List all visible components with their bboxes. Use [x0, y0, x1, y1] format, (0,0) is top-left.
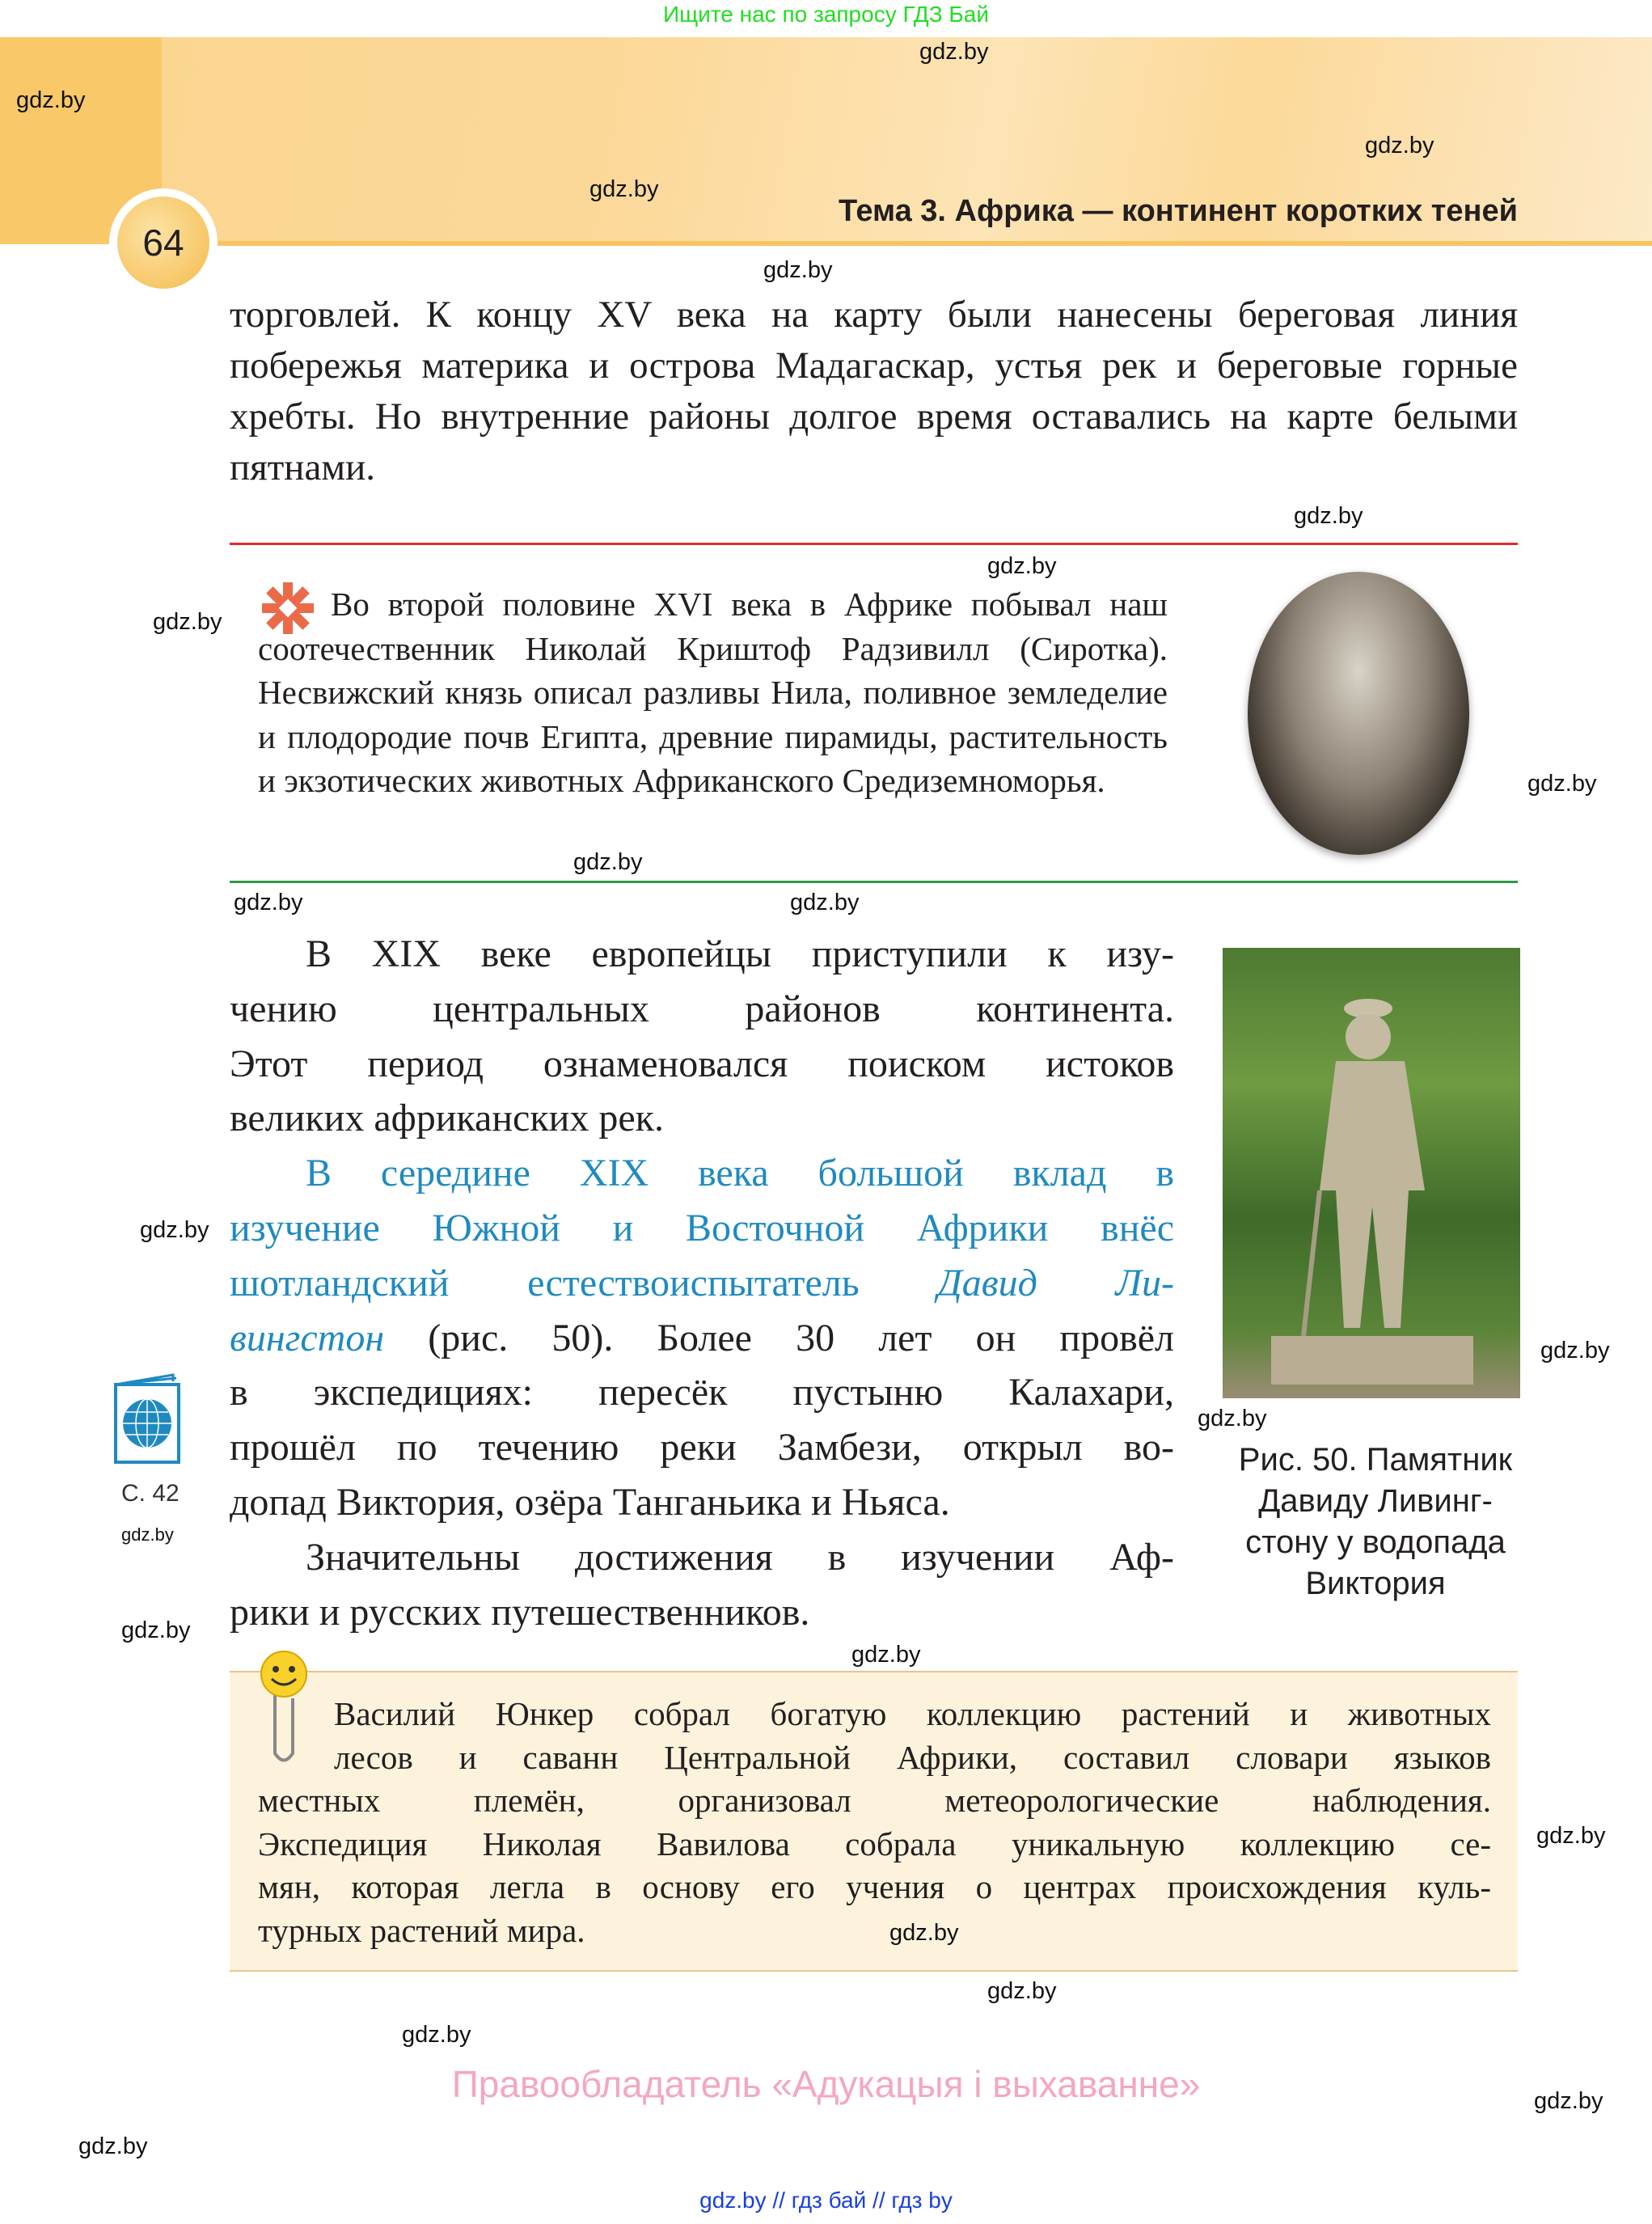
- box-top-rule: [230, 543, 1518, 545]
- footer-links[interactable]: gdz.by // гдз бай // гдз by: [699, 2188, 953, 2213]
- watermark: gdz.by: [121, 1617, 191, 1643]
- watermark: gdz.by: [763, 257, 833, 283]
- watermark: gdz.by: [234, 890, 303, 915]
- note-line: местных племён, организовал метеорологические наблюдения.: [258, 1782, 1491, 1819]
- copyright-notice: Правообладатель «Адукацыя і выхаванне»: [451, 2063, 1201, 2105]
- watermark: gdz.by: [1536, 1823, 1606, 1849]
- note-line: Василий Юнкер собрал богатую коллекцию растений и животных: [334, 1695, 1491, 1732]
- search-hint: Ищите нас по запросу ГДЗ Бай: [662, 2, 990, 27]
- caption-line: Виктория: [1305, 1566, 1446, 1601]
- caption-line: стону у водопада: [1245, 1524, 1506, 1560]
- note-line: турных растений мира.: [258, 1911, 585, 1949]
- radziwill-portrait: [1248, 572, 1469, 855]
- intro-paragraph: торговлей. К концу XV века на карту были нанесены береговая линия побережья материка и острова Мадагаскар, устья рек и береговые горные хребты. Но внутренние районы долгое время оставались на карте белыми пятнами.: [230, 294, 1518, 488]
- watermark: gdz.by: [889, 1920, 959, 1946]
- figure-caption: [1189, 1440, 1562, 1605]
- text-line: шотландский естествоиспытатель: [230, 1261, 938, 1304]
- topic-title: Тема 3. Африка — континент коротких теней: [839, 194, 1518, 228]
- watermark: gdz.by: [140, 1217, 209, 1243]
- watermark: gdz.by: [78, 2133, 148, 2159]
- livingstone-statue-photo: [1223, 948, 1520, 1398]
- header-rule: [162, 241, 1652, 246]
- note-line: мян, которая легла в основу его учения о центрах происхождения куль-: [258, 1868, 1491, 1905]
- info-box-body: Во второй половине XVI века в Африке побывал наш соотечественник Николай Криштоф Радзивилл (Сиротка). Несвижский князь описал разливы Нила, поливное земледелие и плодородие почв Египта, древние пирамиды, растительность и экзотических животных Африканского Средиземноморья.: [258, 586, 1168, 799]
- text-line: В середине XIX века большой вклад в: [306, 1152, 1174, 1195]
- caption-line: Давиду Ливинг-: [1258, 1483, 1493, 1519]
- watermark: gdz.by: [1540, 1338, 1610, 1364]
- main-text: [230, 927, 1174, 1639]
- note-line: лесов и саванн Центральной Африки, составил словари языков: [334, 1738, 1491, 1776]
- watermark: gdz.by: [573, 849, 643, 875]
- livingstone-name: вингстон: [230, 1316, 385, 1359]
- watermark: gdz.by: [589, 176, 659, 202]
- text-line: в экспедициях: пересёк пустыню Калахари,: [230, 1371, 1174, 1414]
- watermark: gdz.by: [1294, 503, 1363, 529]
- caption-line: Рис. 50. Памятник: [1238, 1442, 1513, 1478]
- text-line: (рис. 50). Более 30 лет он провёл: [384, 1316, 1174, 1359]
- note-line: Экспедиция Николая Вавилова собрала уникальную коллекцию се-: [258, 1824, 1491, 1862]
- watermark: gdz.by: [16, 87, 86, 113]
- text-line: Этот период ознаменовался поиском истоков: [230, 1042, 1174, 1085]
- text-line: великих африканских рек.: [230, 1097, 664, 1140]
- watermark: gdz.by: [1527, 771, 1597, 797]
- watermark: gdz.by: [402, 2022, 471, 2048]
- watermark: gdz.by: [919, 39, 989, 65]
- watermark: gdz.by: [121, 1524, 174, 1545]
- text-line: прошёл по течению реки Замбези, открыл во-: [230, 1426, 1174, 1469]
- watermark: gdz.by: [987, 1978, 1057, 2004]
- box-bottom-rule: [230, 881, 1518, 883]
- info-box-text: [258, 582, 1168, 803]
- text-line: изучение Южной и Восточной Африки внёс: [230, 1206, 1174, 1249]
- note-box-text: [258, 1693, 1491, 1952]
- atlas-book-icon[interactable]: [113, 1373, 181, 1464]
- watermark: gdz.by: [153, 609, 222, 635]
- watermark: gdz.by: [1365, 133, 1434, 159]
- text-line: В XIX веке европейцы приступили к изу-: [306, 932, 1174, 975]
- watermark: gdz.by: [1534, 2088, 1603, 2114]
- text-line: рики и русских путешественников.: [230, 1590, 810, 1634]
- page-number: 64: [117, 197, 209, 289]
- livingstone-name: Давид Ли-: [937, 1261, 1174, 1304]
- watermark: gdz.by: [851, 1642, 921, 1668]
- watermark: gdz.by: [790, 890, 860, 915]
- text-line: чению центральных районов континента.: [230, 987, 1174, 1030]
- page-reference[interactable]: С. 42: [121, 1480, 180, 1507]
- text-line: Значительны достижения в изучении Аф-: [306, 1535, 1174, 1579]
- text-line: допад Виктория, озёра Танганьика и Ньяса.: [230, 1480, 950, 1524]
- watermark: gdz.by: [1198, 1406, 1267, 1431]
- watermark: gdz.by: [987, 553, 1057, 579]
